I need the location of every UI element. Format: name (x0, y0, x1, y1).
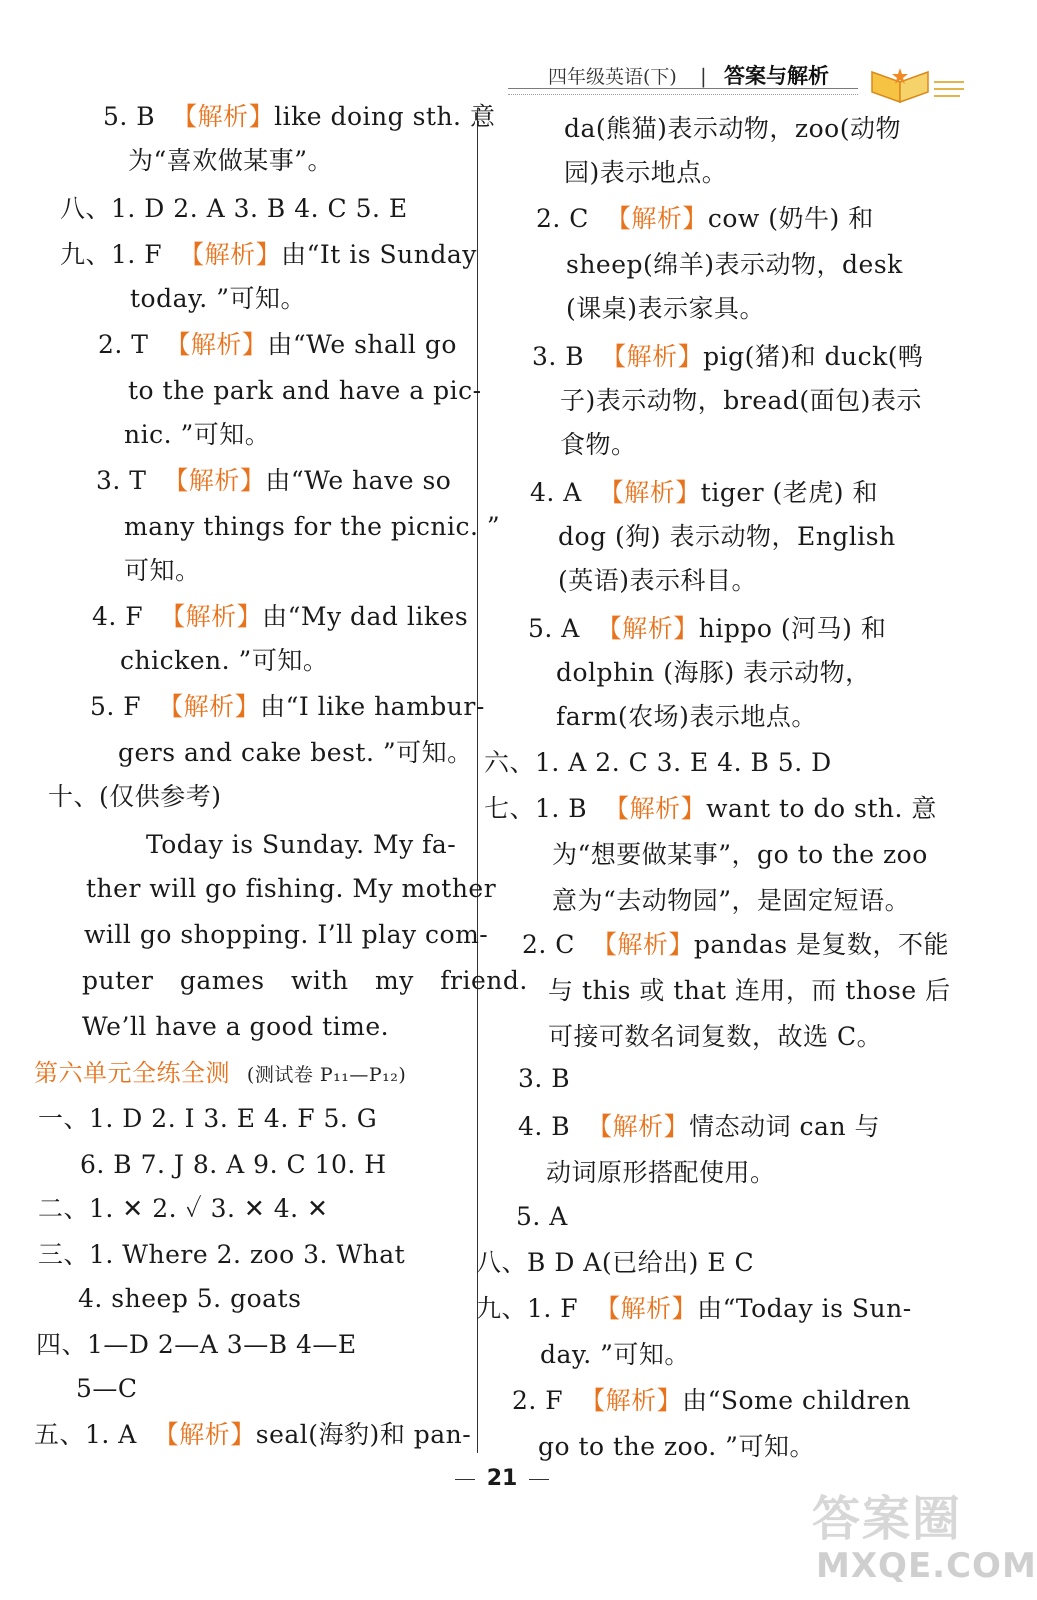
header-rule-dotted (508, 94, 858, 95)
answer-line: 2. T 【解析】由“We shall go (98, 330, 457, 359)
answer-line: 5. A (516, 1202, 568, 1231)
answer-line: (英语)表示科目。 (558, 566, 758, 595)
answer-line: go to the zoo. ”可知。 (538, 1432, 815, 1461)
answer-line: 可知。 (124, 556, 201, 585)
watermark-url: MXQE.COM (816, 1546, 1037, 1586)
answer-line: 3. B (518, 1064, 571, 1093)
essay-line: We’ll have a good time. (82, 1012, 390, 1041)
answer-line: 五、1. A 【解析】seal(海豹)和 pan- (34, 1420, 472, 1449)
answer-line: 3. B 【解析】pig(猪)和 duck(鸭 (532, 342, 924, 371)
answer-line: 5—C (76, 1374, 138, 1403)
header-separator: | (700, 64, 707, 88)
essay-line: Today is Sunday. My fa- (146, 830, 457, 859)
open-book-icon (864, 62, 968, 104)
answer-line: 2. C 【解析】cow (奶牛) 和 (536, 204, 874, 233)
answer-line: 一、1. D 2. I 3. E 4. F 5. G (38, 1104, 378, 1133)
answer-line: 六、1. A 2. C 3. E 4. B 5. D (484, 748, 832, 777)
answer-line: 4. sheep 5. goats (78, 1284, 302, 1313)
answer-line: 3. T 【解析】由“We have so (96, 466, 452, 495)
section-title: 第六单元全练全测 (测试卷 P₁₁—P₁₂) (34, 1059, 407, 1087)
answer-line: 4. A 【解析】tiger (老虎) 和 (530, 478, 878, 507)
essay-line: ther will go fishing. My mother (86, 874, 497, 903)
answer-line: 4. F 【解析】由“My dad likes (92, 602, 469, 631)
answer-line: 与 this 或 that 连用，而 those 后 (548, 976, 951, 1005)
answer-line: chicken. ”可知。 (120, 646, 329, 675)
answer-line: 意为“去动物园”，是固定短语。 (552, 886, 911, 915)
answer-line: dog (狗) 表示动物，English (558, 522, 896, 551)
answer-line: 八、1. D 2. A 3. B 4. C 5. E (60, 194, 408, 223)
answer-line: 为“想要做某事”，go to the zoo (552, 840, 928, 869)
answer-line: 2. C 【解析】pandas 是复数，不能 (522, 930, 950, 959)
answer-line: 6. B 7. J 8. A 9. C 10. H (80, 1150, 387, 1179)
answer-line: day. ”可知。 (540, 1340, 690, 1369)
answer-line: da(熊猫)表示动物，zoo(动物 (564, 114, 901, 143)
header-title: 答案与解析 (724, 64, 829, 88)
watermark (812, 1480, 1037, 1592)
answer-line: 八、B D A(已给出) E C (476, 1248, 755, 1277)
answer-line: farm(农场)表示地点。 (556, 702, 817, 731)
page-number: 21 (0, 1466, 1004, 1491)
watermark-text: 答案圈 (812, 1491, 963, 1547)
answer-line: (课桌)表示家具。 (566, 294, 766, 323)
answer-line: 5. F 【解析】由“I like hambur- (90, 692, 485, 721)
answer-line: to the park and have a pic- (128, 376, 482, 405)
answer-line: 4. B 【解析】情态动词 can 与 (518, 1112, 880, 1141)
answer-line: 为“喜欢做某事”。 (128, 146, 334, 175)
answer-line: 5. A 【解析】hippo (河马) 和 (528, 614, 887, 643)
answer-line: 子)表示动物，bread(面包)表示 (560, 386, 922, 415)
answer-line: 二、1. ✕ 2. ✓ 3. ✕ 4. ✕ (38, 1194, 329, 1223)
header-subtitle: 四年级英语(下) (548, 66, 677, 88)
answer-line: 可接可数名词复数，故选 C。 (548, 1022, 883, 1051)
answer-line: 四、1—D 2—A 3—B 4—E (36, 1330, 357, 1359)
answer-line: 七、1. B 【解析】want to do sth. 意 (484, 794, 937, 823)
answer-line: dolphin (海豚) 表示动物， (556, 658, 871, 687)
answer-line: 2. F 【解析】由“Some children (512, 1386, 911, 1415)
answer-line: 食物。 (560, 430, 637, 459)
answer-line: 园)表示地点。 (564, 158, 728, 187)
answer-line: 十、(仅供参考) (48, 782, 222, 811)
page-header (508, 60, 968, 104)
essay-line: puter games with my friend. (82, 966, 528, 995)
answer-line: gers and cake best. ”可知。 (118, 738, 473, 767)
essay-line: will go shopping. I’ll play com- (84, 920, 489, 949)
answer-line: many things for the picnic. ” (124, 512, 501, 541)
answer-line: 九、1. F 【解析】由“Today is Sun- (476, 1294, 912, 1323)
answer-line: nic. ”可知。 (124, 420, 271, 449)
answer-line: 三、1. Where 2. zoo 3. What (38, 1240, 406, 1269)
answer-line: sheep(绵羊)表示动物，desk (566, 250, 903, 279)
answer-line: 5. B 【解析】like doing sth. 意 (103, 102, 496, 131)
answer-line: 九、1. F 【解析】由“It is Sunday (60, 240, 477, 269)
answer-line: today. ”可知。 (130, 284, 306, 313)
answer-line: 动词原形搭配使用。 (546, 1158, 776, 1187)
